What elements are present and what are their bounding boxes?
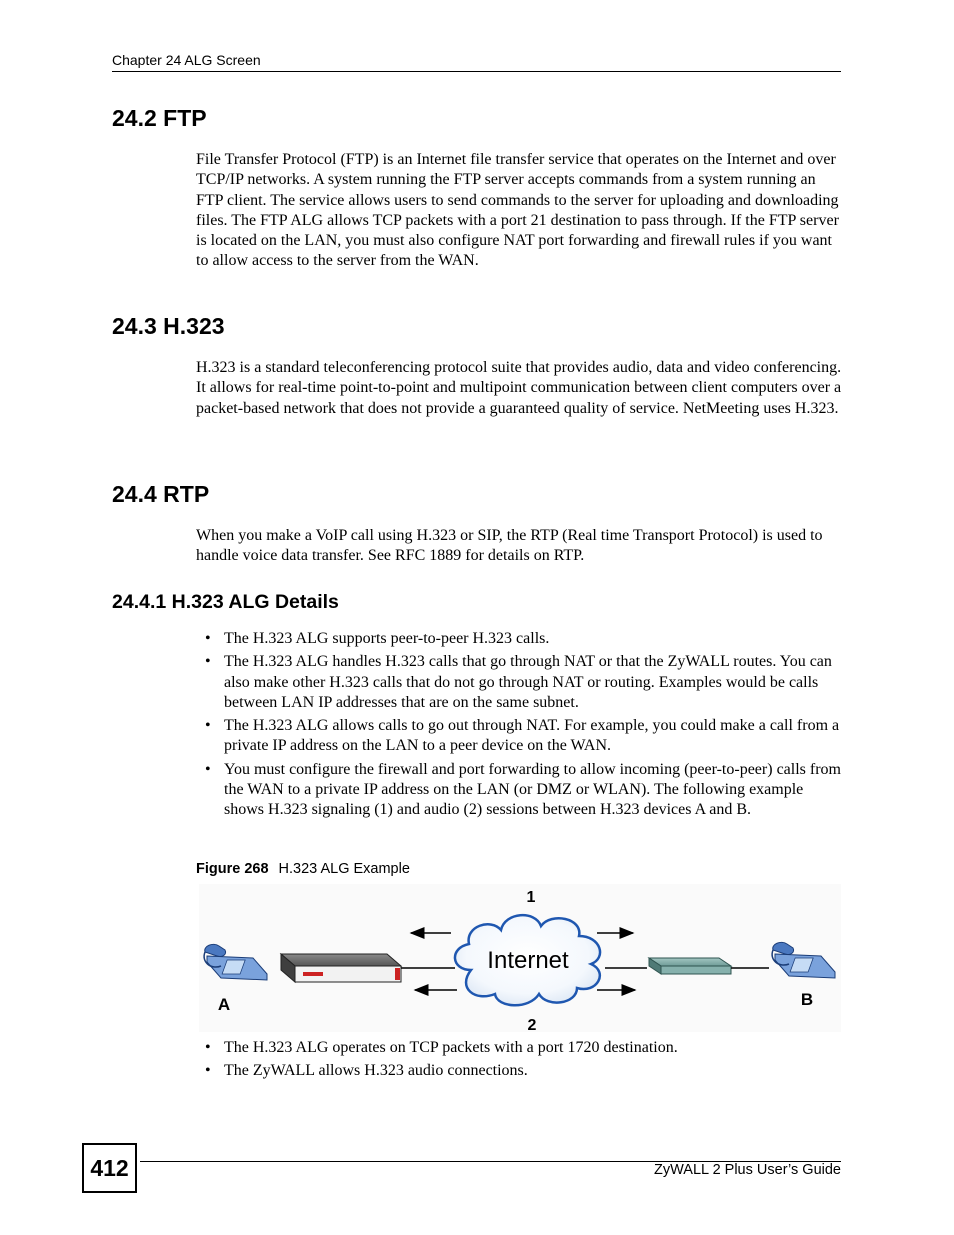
heading-ftp: 24.2 FTP xyxy=(112,105,207,131)
bullet-list-after-figure xyxy=(205,1038,845,1085)
cloud-label: Internet xyxy=(487,947,569,974)
bullet-marker: • xyxy=(205,653,211,671)
bullet-marker: • xyxy=(205,717,211,735)
bullet-marker: • xyxy=(205,1062,211,1080)
session-2-label: 2 xyxy=(527,1017,537,1032)
h323-alg-diagram xyxy=(199,884,841,1032)
paragraph-ftp: File Transfer Protocol (FTP) is an Internet file transfer service that operates on the Internet and over TCP/IP networks. A system running the FTP server accepts commands from a system running an FTP client. The service allows users to send commands to the server for uploading and downloading files. The FTP ALG allows TCP packets with a port 21 destination to pass through. If the FTP server is located on the LAN, you must also configure NAT port forwarding and firewall rules if you want to allow access to the server from the WAN. xyxy=(196,151,839,270)
page-number: 412 xyxy=(82,1143,137,1193)
bullet-marker: • xyxy=(205,760,211,778)
bullet-marker: • xyxy=(205,1039,211,1056)
paragraph-h323: H.323 is a standard teleconferencing protocol suite that provides audio, data and video conferencing. It allows for real-time point-to-point and multipoint communication between client computers over a packet-based network that does not provide a guaranteed quality of service. NetMeeting uses H.323. xyxy=(196,359,842,417)
list-item: • You must configure the firewall and port forwarding to allow incoming (peer-to-peer) calls from the WAN to a private IP address on the LAN (or DMZ or WLAN). The following example shows H.323 signaling (1) and audio (2) sessions between H.323 devices A and B. xyxy=(205,760,841,819)
figure-number: Figure 268 xyxy=(196,861,269,877)
peer-router-icon xyxy=(649,958,731,974)
figure-title: H.323 ALG Example xyxy=(278,861,410,877)
paragraph-rtp: When you make a VoIP call using H.323 or SIP, the RTP (Real time Transport Protocol) is used to handle voice data transfer. See RFC 1889 for details on RTP. xyxy=(196,527,823,565)
bullet-list-alg-details xyxy=(205,629,845,824)
list-item: • The H.323 ALG supports peer-to-peer H.323 calls. xyxy=(205,629,845,649)
list-item: • The H.323 ALG operates on TCP packets with a port 1720 destination. xyxy=(205,1038,845,1058)
heading-h323: 24.3 H.323 xyxy=(112,313,225,339)
heading-h323-alg-details: 24.4.1 H.323 ALG Details xyxy=(112,591,339,613)
device-b-label: B xyxy=(800,990,814,1009)
figure-caption xyxy=(196,861,410,877)
heading-rtp: 24.4 RTP xyxy=(112,481,210,507)
bullet-marker: • xyxy=(205,630,211,647)
guide-title: ZyWALL 2 Plus User’s Guide xyxy=(654,1162,841,1178)
device-a-label: A xyxy=(217,995,231,1014)
zywall-router-icon xyxy=(281,954,401,982)
list-item: • The H.323 ALG handles H.323 calls that go through NAT or that the ZyWALL routes. You can also make other H.323 calls that do not go through NAT or routing. Examples would be calls between LAN IP addresses that are on the same subnet. xyxy=(205,653,832,711)
list-item: • The H.323 ALG allows calls to go out through NAT. For example, you could make a call from a private IP address on the LAN to a peer device on the WAN. xyxy=(205,717,840,755)
chapter-header: Chapter 24 ALG Screen xyxy=(112,52,261,68)
session-1-label: 1 xyxy=(526,889,536,906)
list-item: • The ZyWALL allows H.323 audio connections. xyxy=(205,1061,845,1081)
header-rule xyxy=(112,71,841,72)
